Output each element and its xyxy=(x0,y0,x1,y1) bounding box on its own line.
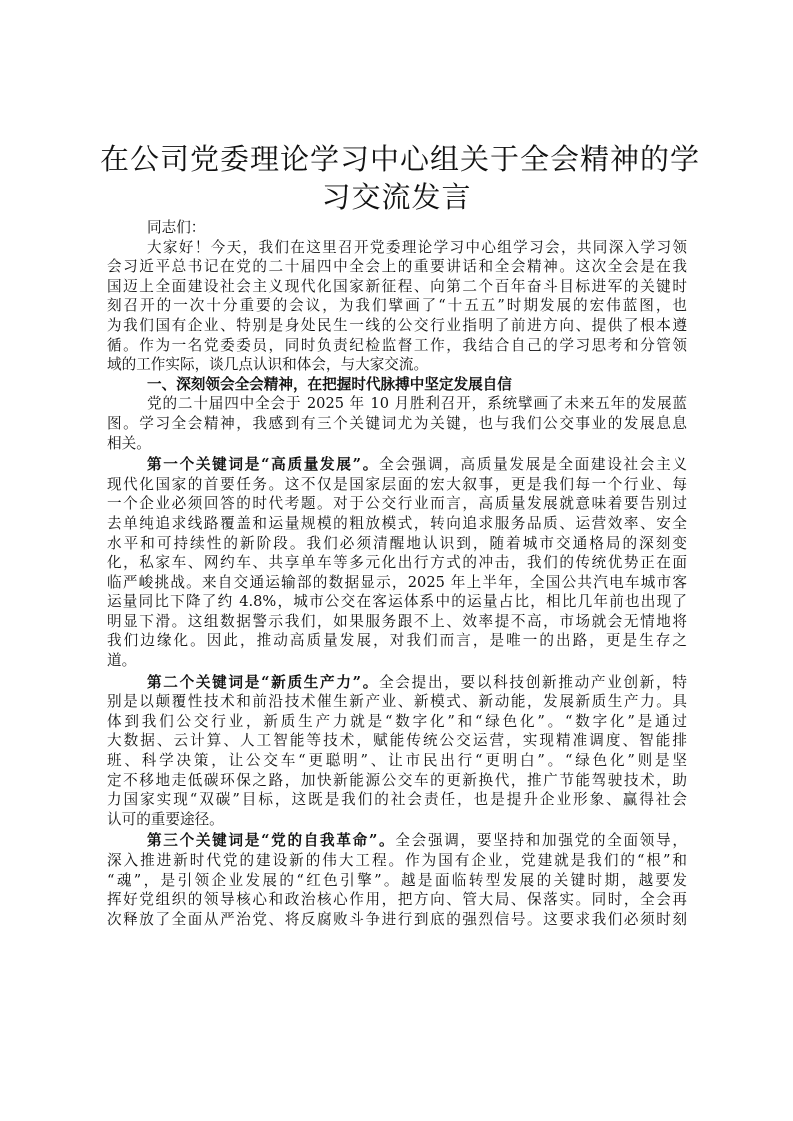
paragraph-line: 图。学习全会精神，我感到有三个关键词尤为关键，也与我们公交事业的发展息息 xyxy=(107,414,687,432)
paragraph-line: “魂”，是引领企业发展的“红色引擎”。越是面临转型发展的关键时期，越要发 xyxy=(107,871,687,889)
keyword3-paragraph xyxy=(107,831,687,929)
paragraph-line: 体到我们公交行业，新质生产力就是“数字化”和“绿色化”。“数字化”是通过 xyxy=(107,712,687,730)
paragraph-line: 力国家实现“双碳”目标，这既是我们的社会责任，也是提升企业形象、赢得社会 xyxy=(107,791,687,809)
paragraph-line: 班、科学决策，让公交车“更聪明”、让市民出行“更明白”。“绿色化”则是坚 xyxy=(107,752,687,770)
paragraph-line: 大家好！今天，我们在这里召开党委理论学习中心组学习会，共同深入学习领 xyxy=(147,238,687,256)
paragraph-line: 相关。 xyxy=(107,434,151,452)
paragraph-line: 定不移地走低碳环保之路，加快新能源公交车的更新换代，推广节能驾驶技术，助 xyxy=(107,771,687,789)
paragraph-line: 道。 xyxy=(107,652,137,670)
section-heading: 一、深刻领会全会精神，在把握时代脉搏中坚定发展自信 xyxy=(147,375,512,393)
paragraph-line: 大数据、云计算、人工智能等技术，赋能传统公交运营，实现精准调度、智能排 xyxy=(107,732,687,750)
intro-paragraph xyxy=(107,238,687,375)
keyword1-paragraph xyxy=(107,455,687,671)
paragraph-line: 党的二十届四中全会于 2025 年 10 月胜利召开，系统擘画了未来五年的发展蓝 xyxy=(147,395,687,413)
paragraph-line: 国迈上全面建设社会主义现代化国家新征程、向第二个百年奋斗目标进军的关键时 xyxy=(107,277,687,295)
paragraph-line: 认可的重要途径。 xyxy=(107,810,224,828)
document-title xyxy=(100,140,701,216)
paragraph-line: 一个企业必须回答的时代考题。对于公交行业而言，高质量发展就意味着要告别过 xyxy=(107,495,687,513)
paragraph-line: 域的工作实际，谈几点认识和体会，与大家交流。 xyxy=(107,356,429,374)
paragraph-line: 现代化国家的首要任务。这不仅是国家层面的宏大叙事，更是我们每一个行业、每 xyxy=(107,475,687,493)
paragraph-line: 别是以颠覆性技术和前沿技术催生新产业、新模式、新动能，发展新质生产力。具 xyxy=(107,693,687,711)
paragraph-line: 运量同比下降了约 4.8%，城市公交在客运体系中的运量占比，相比几年前也出现了 xyxy=(107,593,687,611)
title-line: 在公司党委理论学习中心组关于全会精神的学 xyxy=(100,142,701,176)
section-intro-paragraph xyxy=(107,394,687,453)
salutation: 同志们： xyxy=(147,219,206,236)
paragraph-line: 会习近平总书记在党的二十届四中全会上的重要讲话和全会精神。这次全会是在我 xyxy=(107,258,687,276)
keyword-lead: 第一个关键词是“高质量发展”。 xyxy=(147,456,380,474)
paragraph-line: 第二个关键词是“新质生产力”。全会提出，要以科技创新推动产业创新，特 xyxy=(147,673,687,691)
paragraph-line: 明显下滑。这组数据警示我们，如果服务跟不上、效率提不高，市场就会无情地将 xyxy=(107,612,687,630)
paragraph-line: 为我们国有企业、特别是身处民生一线的公交行业指明了前进方向、提供了根本遵 xyxy=(107,316,687,334)
paragraph-line: 第一个关键词是“高质量发展”。全会强调，高质量发展是全面建设社会主义 xyxy=(147,456,687,474)
paragraph-line: 挥好党组织的领导核心和政治核心作用，把方向、管大局、保落实。同时，全会再 xyxy=(107,891,687,909)
paragraph-line: 我们边缘化。因此，推动高质量发展，对我们而言，是唯一的出路，更是生存之 xyxy=(107,632,687,650)
title-line: 习交流发言 xyxy=(321,180,472,214)
paragraph-line: 刻召开的一次十分重要的会议，为我们擘画了“十五五”时期发展的宏伟蓝图，也 xyxy=(107,297,687,315)
paragraph-line: 去单纯追求线路覆盖和运量规模的粗放模式，转向追求服务品质、运营效率、安全 xyxy=(107,514,687,532)
document-body xyxy=(107,218,687,929)
paragraph-line: 次释放了全面从严治党、将反腐败斗争进行到底的强烈信号。这要求我们必须时刻 xyxy=(107,910,687,928)
paragraph-line: 循。作为一名党委委员，同时负责纪检监督工作，我结合自己的学习思考和分管领 xyxy=(107,336,687,354)
paragraph-line: 第三个关键词是“党的自我革命”。全会强调，要坚持和加强党的全面领导， xyxy=(147,832,687,850)
paragraph-line: 深入推进新时代党的建设新的伟大工程。作为国有企业，党建就是我们的“根”和 xyxy=(107,852,687,869)
keyword-lead: 第三个关键词是“党的自我革命”。 xyxy=(147,832,396,850)
paragraph-line: 临严峻挑战。来自交通运输部的数据显示，2025 年上半年，全国公共汽电车城市客 xyxy=(107,573,687,591)
paragraph-line: 化，私家车、网约车、共享单车等多元化出行方式的冲击，我们的传统优势正在面 xyxy=(107,554,687,572)
keyword2-paragraph xyxy=(107,673,687,830)
paragraph-line: 水平和可持续性的新阶段。我们必须清醒地认识到，随着城市交通格局的深刻变 xyxy=(107,534,687,552)
keyword-lead: 第二个关键词是“新质生产力”。 xyxy=(147,673,380,691)
